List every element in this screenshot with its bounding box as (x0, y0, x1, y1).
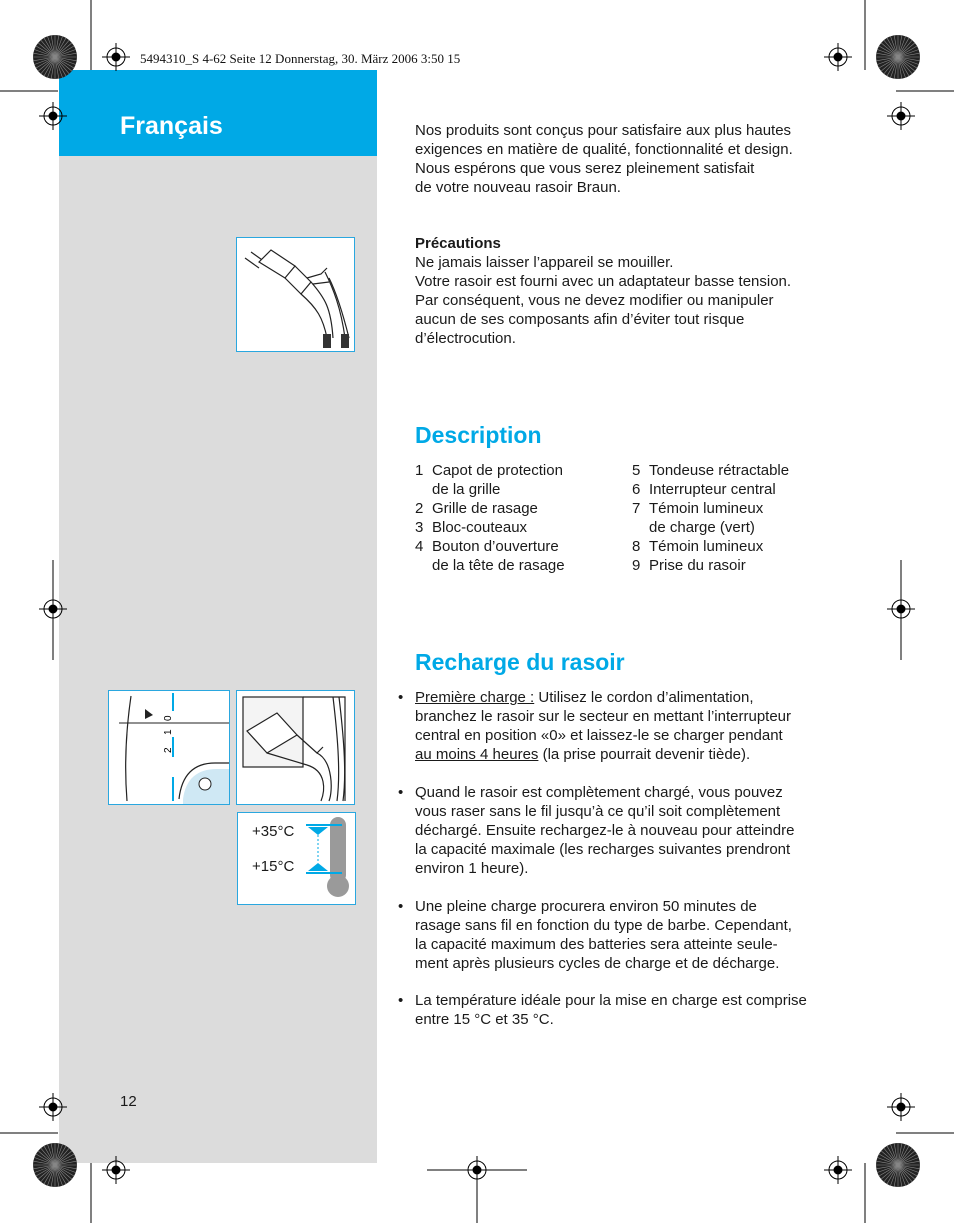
bullet-dot: • (398, 992, 404, 1009)
precautions-line: aucun de ses composants afin d’éviter tout risque (415, 311, 745, 328)
switch-mark-2: 2 (163, 747, 174, 753)
bullet-text: La température idéale pour la mise en charge est comprise (415, 992, 807, 1009)
precautions-heading: Précautions (415, 235, 501, 252)
list-item-cont (415, 480, 625, 499)
list-item (632, 461, 862, 480)
bullet-dot: • (398, 898, 404, 915)
print-slug: 5494310_S 4-62 Seite 12 Donnerstag, 30. März 2006 3:50 15 (140, 51, 461, 66)
item-number: 7 (632, 500, 641, 517)
item-number: 8 (632, 538, 641, 555)
item-number: 9 (632, 557, 641, 574)
item-number: 4 (415, 538, 424, 555)
list-item (632, 480, 862, 499)
bullet-text: entre 15 °C et 35 °C. (415, 1011, 554, 1028)
item-label: de charge (vert) (649, 519, 755, 536)
item-label: Grille de rasage (432, 500, 538, 517)
item-label: Prise du rasoir (649, 557, 746, 574)
list-item (632, 556, 862, 575)
switch-mark-1: 1 (163, 729, 174, 735)
cord-illustration (236, 690, 355, 805)
item-number: 3 (415, 519, 424, 536)
precautions-line: d’électrocution. (415, 330, 516, 347)
precautions-section (415, 234, 855, 348)
bullet-text: vous raser sans le fil jusqu’à ce qu’il soit complètement (415, 803, 781, 820)
bullet-item (398, 688, 843, 764)
power-cord-icon (237, 691, 354, 804)
page-number: 12 (120, 1093, 137, 1110)
temperature-illustration (237, 812, 356, 905)
list-item (632, 499, 862, 518)
intro-line: Nos produits sont conçus pour satisfaire aux plus hautes (415, 122, 792, 139)
bullet-text: environ 1 heure). (415, 860, 529, 877)
item-number: 5 (632, 462, 641, 479)
bullet-item (398, 783, 843, 878)
item-label: Témoin lumineux (649, 538, 764, 555)
bullet-item (398, 991, 843, 1029)
precautions-line: Votre rasoir est fourni avec un adaptateur basse tension. (415, 273, 792, 290)
item-label: Tondeuse rétractable (649, 462, 790, 479)
intro-line: de votre nouveau rasoir Braun. (415, 179, 621, 196)
bullet-text: central en position «0» et laissez-le se charger pendant (415, 727, 783, 744)
list-item (415, 537, 625, 556)
language-title: Français (120, 112, 223, 140)
thermometer-icon (238, 813, 355, 904)
intro-line: exigences en matière de qualité, fonctionnalité et design. (415, 141, 793, 158)
precautions-line: Par conséquent, vous ne devez modifier ou manipuler (415, 292, 774, 309)
item-number: 1 (415, 462, 424, 479)
intro-paragraph (415, 121, 855, 197)
bullet-text: ment après plusieurs cycles de charge et de décharge. (415, 955, 780, 972)
bullet-item (398, 897, 843, 973)
item-label: Bloc-couteaux (432, 519, 528, 536)
item-label: de la tête de rasage (432, 557, 565, 574)
precautions-line: Ne jamais laisser l’appareil se mouiller. (415, 254, 674, 271)
item-label: Bouton d’ouverture (432, 538, 559, 555)
item-number: 6 (632, 481, 641, 498)
recharge-title: Recharge du rasoir (415, 649, 625, 675)
list-item-cont (415, 556, 625, 575)
switch-mark-0: 0 (163, 715, 174, 721)
bullet-text: Quand le rasoir est complètement chargé, vous pouvez (415, 784, 783, 801)
switch-illustration (108, 690, 230, 805)
bullet-text: la capacité maximum des batteries sera atteinte seule- (415, 936, 778, 953)
bullet-text: Une pleine charge procurera environ 50 minutes de (415, 898, 757, 915)
description-title: Description (415, 422, 542, 448)
temp-low-label: +15°C (252, 858, 295, 875)
temp-high-label: +35°C (252, 823, 295, 840)
underlined-text: au moins 4 heures (415, 746, 539, 763)
plug-illustration (236, 237, 355, 352)
switch-icon (109, 691, 229, 804)
item-number: 2 (415, 500, 424, 517)
bullet-text: branchez le rasoir sur le secteur en mettant l’interrupteur (415, 708, 792, 725)
item-label: Capot de protection (432, 462, 563, 479)
item-label: Témoin lumineux (649, 500, 764, 517)
bullet-text: déchargé. Ensuite rechargez-le à nouveau pour atteindre (415, 822, 795, 839)
intro-line: Nous espérons que vous serez pleinement satisfait (415, 160, 755, 177)
list-item-cont (632, 518, 862, 537)
list-item (632, 537, 862, 556)
description-list-col2 (632, 461, 862, 575)
item-label: Interrupteur central (649, 481, 776, 498)
list-item (415, 518, 625, 537)
description-list-col1 (415, 461, 625, 575)
underlined-text: Première charge : (415, 689, 535, 706)
bullet-text: Utilisez le cordon d’alimentation, (534, 689, 754, 706)
bullet-dot: • (398, 784, 404, 801)
bullet-text: (la prise pourrait devenir tiède). (538, 746, 751, 763)
list-item (415, 461, 625, 480)
list-item (415, 499, 625, 518)
bullet-dot: • (398, 689, 404, 706)
item-label: de la grille (432, 481, 501, 498)
bullet-text: rasage sans fil en fonction du type de barbe. Cependant, (415, 917, 792, 934)
bullet-text: la capacité maximale (les recharges suivantes prendront (415, 841, 791, 858)
plug-icon (237, 238, 354, 351)
